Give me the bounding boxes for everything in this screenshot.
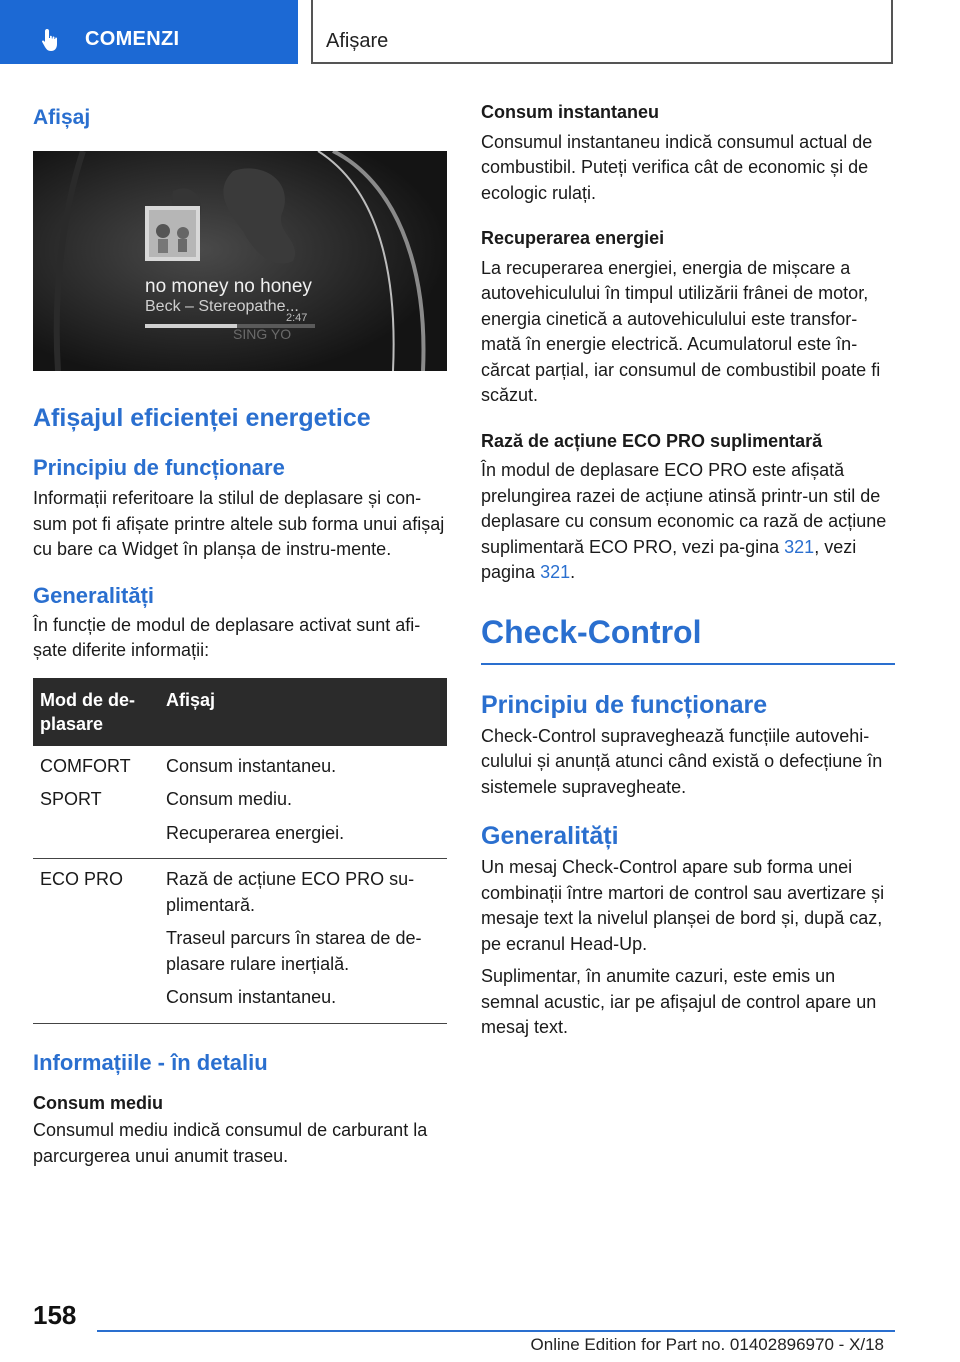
consum-mediu-text: Consumul mediu indică consumul de carburant la parcurgerea unui anumit traseu. [33,1120,428,1166]
table-header-display: Afișaj [159,678,447,746]
page-link-321-second[interactable]: 321 [540,562,571,582]
instant-title: Consum instantaneu [481,102,660,122]
track-time: 2:47 [286,312,308,324]
song-title: no money no honey [145,276,312,297]
instant-text: Consumul instantaneu indică consumul actual de combustibil. Puteți verifica cât de economic și de ecologic rulați. [481,131,873,203]
cc-principiu-text: Check-Control supraveghează funcțiile autovehi-culului și anunță atunci când există o defecțiune în sistemele supravegheate. [481,725,883,797]
eco-text-mid: , vezi pagina [481,536,857,582]
table-row [33,859,447,1024]
display-item: Recuperarea energiei. [166,822,345,843]
table-row [33,746,447,859]
right-column [481,100,895,1041]
principiu-text: Informații referitoare la stilul de deplasare și con-sum pot fi afișate printre altele sub forma unui afișaj cu bare ca Widget în planșa de instru-mente. [33,488,445,559]
chapter-tab[interactable] [0,0,298,64]
generalitati-title: Generalități [33,582,155,608]
afisaj-title: Afișaj [33,106,91,129]
background-text: SING YO [233,326,292,342]
informatii-title: Informațiile - în detaliu [33,1049,268,1075]
section-header-label: Afișare [326,30,389,52]
display-item: Rază de acțiune ECO PRO su-plimentară. [166,869,415,915]
table-cell-modes [33,859,159,1024]
eco-title: Rază de acțiune ECO PRO suplimentară [481,430,823,451]
footer-divider [97,1330,895,1332]
recuperare-text: La recuperarea energiei, energia de mișcare a autovehiculului în timpul utilizării frânei de motor, energia cinetică a autovehiculului este transfor-mată în energie electrică. Acumulatorul este în-cărcat parțial, iar consumul de combustibil poate fi scăzut. [481,257,881,405]
table-cell-items [159,859,447,1024]
efficiency-title: Afișajul eficienței energetice [33,404,371,432]
consum-mediu-title: Consum mediu [33,1092,164,1113]
left-column [33,100,447,1169]
modes-table [33,678,447,1024]
cc-generalitati-text-1: Un mesaj Check-Control apare sub forma unei combinații între martori de control sau avertizare și mesaje text la nivelul planșei de bord și, după caz, pe ecranul Head-Up. [481,857,885,954]
display-item: Consum mediu. [166,789,293,809]
cc-generalitati-title: Generalități [481,822,619,850]
mode-label: COMFORT [40,755,131,776]
eco-text-body: În modul de deplasare ECO PRO este afișată prelungirea razei de acțiune atinsă printr-un stil de deplasare cu consum economic ca rază de acțiune suplimentară ECO PRO, vezi pa-gina [481,460,887,557]
check-control-title: Check-Control [481,613,702,650]
generalitati-text: În funcție de modul de deplasare activat sunt afi-șate diferite informații: [33,614,421,660]
title-divider [481,663,895,665]
display-photo [33,151,447,371]
hand-touch-icon [40,27,64,53]
table-header-row [33,678,447,746]
table-cell-modes [33,746,159,859]
table-header-mode: Mod de de-plasare [33,678,159,746]
mode-label: ECO PRO [40,869,124,889]
recuperare-title: Recuperarea energiei [481,228,665,248]
display-item: Consum instantaneu. [166,987,337,1007]
chapter-tab-label: COMENZI [85,28,180,50]
display-photo-drawing [33,151,447,371]
cc-principiu-title: Principiu de funcționare [481,690,768,719]
table-cell-items [159,746,447,859]
page-link-321[interactable]: 321 [784,536,815,557]
eco-text [481,458,895,586]
display-item: Traseul parcurs în starea de de-plasare rulare inerțială. [166,928,422,974]
page-number: 158 [33,1300,77,1330]
cc-generalitati-text-2: Suplimentar, în anumite cazuri, este emis un semnal acustic, iar pe afișajul de control apare un mesaj text. [481,966,877,1037]
eco-text-end: . [570,562,576,582]
display-item: Consum instantaneu. [166,755,337,776]
mode-label: SPORT [40,789,102,809]
principiu-title: Principiu de funcționare [33,455,285,480]
section-header [311,0,893,64]
artist-line: Beck – Stereopathe... [145,298,299,315]
edition-text: Online Edition for Part no. 01402896970 - X/18 [530,1335,884,1354]
